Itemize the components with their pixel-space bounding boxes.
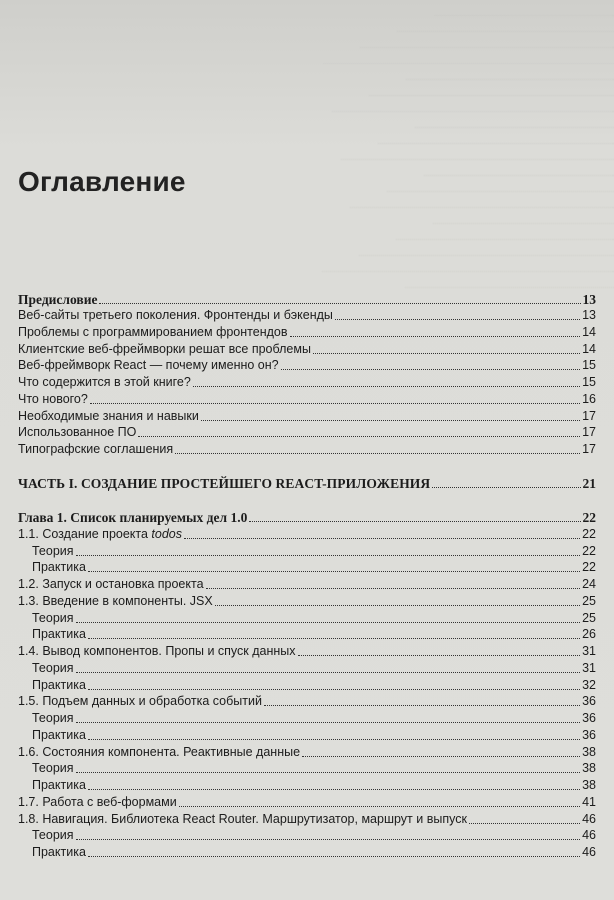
toc-page-number: 46 xyxy=(582,845,596,859)
toc-page-number: 16 xyxy=(582,392,596,406)
dot-leader xyxy=(215,605,580,606)
dot-leader xyxy=(290,336,581,337)
toc-page-number: 22 xyxy=(582,560,596,574)
dot-leader xyxy=(138,436,580,437)
toc-entry-title xyxy=(18,409,199,424)
toc-entry-text: Клиентские веб-фреймворки решат все проблемы xyxy=(18,342,311,356)
dot-leader xyxy=(99,303,580,304)
toc-page-number: 31 xyxy=(582,661,596,675)
toc-entry-text: Практика xyxy=(32,560,86,574)
toc-entry-text: Что содержится в этой книге? xyxy=(18,375,191,389)
toc-entry-text: 1.7. Работа с веб-формами xyxy=(18,795,177,809)
toc-entry-title xyxy=(18,442,173,457)
bleed-line xyxy=(387,176,614,192)
toc-entry-title xyxy=(18,728,86,743)
toc-entry-text: 1.3. Введение в компоненты. JSX xyxy=(18,594,213,608)
dot-leader xyxy=(76,555,581,556)
dot-leader xyxy=(184,538,580,539)
dot-leader xyxy=(335,319,580,320)
dot-leader xyxy=(298,655,581,656)
toc-entry-text: 1.1. Создание проекта xyxy=(18,527,152,541)
toc-entry-text: Веб-сайты третьего поколения. Фронтенды и бэкенды xyxy=(18,308,333,322)
toc-entry-text: 1.8. Навигация. Библиотека React Router. Маршрутизатор, маршрут и выпуск xyxy=(18,812,467,826)
toc-entry-text: Что нового? xyxy=(18,392,88,406)
dot-leader xyxy=(469,823,580,824)
toc-entry-title xyxy=(18,308,333,323)
toc-entry-title xyxy=(18,694,262,709)
dot-leader xyxy=(76,722,581,723)
toc-entry[interactable] xyxy=(18,743,596,760)
toc-entry-text: Необходимые знания и навыки xyxy=(18,409,199,423)
toc-subentry[interactable] xyxy=(18,659,596,676)
toc-entry[interactable] xyxy=(18,440,596,457)
toc-entry-text: 1.2. Запуск и остановка проекта xyxy=(18,577,204,591)
toc-page-number: 15 xyxy=(582,358,596,372)
bleed-line xyxy=(369,80,614,96)
toc-entry-text: Веб-фреймворк React — почему именно он? xyxy=(18,358,279,372)
dot-leader xyxy=(90,403,580,404)
toc-entry-title xyxy=(18,795,177,810)
toc-chapter-heading[interactable] xyxy=(18,508,596,525)
toc-subentry[interactable] xyxy=(18,759,596,776)
bleed-line xyxy=(415,112,614,128)
toc-entry-title xyxy=(18,358,279,373)
toc-entry-title xyxy=(18,325,288,340)
toc-page-number: 22 xyxy=(582,527,596,541)
toc-entry[interactable] xyxy=(18,390,596,407)
toc-subentry[interactable] xyxy=(18,609,596,626)
toc-page-number: 17 xyxy=(582,442,596,456)
toc-entry-title xyxy=(18,392,88,407)
dot-leader xyxy=(249,521,580,522)
toc-subentry[interactable] xyxy=(18,625,596,642)
page-title: Оглавление xyxy=(18,166,186,197)
dot-leader xyxy=(313,353,580,354)
toc-entry-text: Теория xyxy=(32,711,74,725)
toc-entry-title xyxy=(18,678,86,693)
toc-entry-title xyxy=(18,611,74,626)
toc-page-number: 32 xyxy=(582,678,596,692)
toc-entry[interactable] xyxy=(18,407,596,424)
dot-leader xyxy=(432,487,580,488)
toc-page-number: 31 xyxy=(582,644,596,658)
toc-entry-title xyxy=(18,644,296,659)
toc-entry-title xyxy=(18,425,136,440)
toc-page-number: 38 xyxy=(582,778,596,792)
toc-entry-text: Практика xyxy=(32,678,86,692)
toc-section-heading[interactable] xyxy=(18,290,596,307)
toc-page-number: 21 xyxy=(582,476,596,491)
toc-page-number: 41 xyxy=(582,795,596,809)
bleed-line xyxy=(332,96,614,112)
toc-subentry[interactable] xyxy=(18,542,596,559)
toc-page-number: 46 xyxy=(582,812,596,826)
dot-leader xyxy=(88,739,580,740)
toc-entry-text: 1.5. Подъем данных и обработка событий xyxy=(18,694,262,708)
bleed-line xyxy=(360,32,614,48)
toc-page-number: 26 xyxy=(582,627,596,641)
toc-entry[interactable] xyxy=(18,323,596,340)
toc-entry-text: 1.6. Состояния компонента. Реактивные данные xyxy=(18,745,301,759)
toc-entry-title xyxy=(18,510,247,525)
dot-leader xyxy=(88,689,580,690)
toc-entry[interactable] xyxy=(18,642,596,659)
toc-entry-title xyxy=(18,627,86,642)
bleed-line xyxy=(405,272,614,288)
bleed-line xyxy=(359,240,614,256)
toc-entry-title xyxy=(18,342,311,357)
toc-entry-title xyxy=(18,527,182,542)
toc-entry-text: Проблемы с программированием фронтендов xyxy=(18,325,288,339)
toc-entry[interactable] xyxy=(18,810,596,827)
toc-page-number: 17 xyxy=(582,409,596,423)
dot-leader xyxy=(88,571,580,572)
dot-leader xyxy=(76,772,581,773)
toc-entry-text: Теория xyxy=(32,761,74,775)
toc-part-heading[interactable] xyxy=(18,474,596,491)
toc-page-number: 17 xyxy=(582,425,596,439)
toc-page-number: 13 xyxy=(582,308,596,322)
toc-page-number: 24 xyxy=(582,577,596,591)
toc-entry-text: Теория xyxy=(32,544,74,558)
dot-leader xyxy=(88,856,580,857)
bleed-line xyxy=(433,208,614,224)
toc-entry[interactable] xyxy=(18,525,596,542)
toc-page-number: 46 xyxy=(582,828,596,842)
toc-entry[interactable] xyxy=(18,373,596,390)
toc-subentry[interactable] xyxy=(18,676,596,693)
toc-page-number: 38 xyxy=(582,761,596,775)
toc-entry-title xyxy=(18,812,467,827)
toc-entry-text: Использованное ПО xyxy=(18,425,137,439)
toc-subentry[interactable] xyxy=(18,558,596,575)
toc-entry[interactable] xyxy=(18,793,596,810)
bleed-line xyxy=(322,256,614,272)
toc-entry-text: 1.4. Вывод компонентов. Пропы и спуск данных xyxy=(18,644,296,658)
toc-entry[interactable] xyxy=(18,575,596,592)
toc-entry-title xyxy=(18,711,74,726)
toc-entry-title xyxy=(18,577,204,592)
bleed-line xyxy=(341,144,614,160)
toc-entry-title xyxy=(18,845,86,860)
toc-entry-text: Глава 1. Список планируемых дел 1.0 xyxy=(18,510,248,525)
toc-page-number: 38 xyxy=(582,745,596,759)
dot-leader xyxy=(206,588,581,589)
toc-entry[interactable] xyxy=(18,340,596,357)
toc-entry-text: Практика xyxy=(32,728,86,742)
bleed-line xyxy=(378,128,614,144)
toc-entry-title xyxy=(18,560,86,575)
toc-subentry[interactable] xyxy=(18,709,596,726)
toc-entry-title xyxy=(18,745,300,760)
toc-page-number: 22 xyxy=(582,510,596,525)
toc-entry-title xyxy=(18,594,213,609)
toc-entry[interactable] xyxy=(18,356,596,373)
bleed-line xyxy=(323,48,614,64)
toc-entry-text: Практика xyxy=(32,627,86,641)
toc-entry-title xyxy=(18,292,97,307)
dot-leader xyxy=(264,705,580,706)
toc-entry[interactable] xyxy=(18,692,596,709)
toc-entry-text: Практика xyxy=(32,778,86,792)
toc-page-number: 25 xyxy=(582,611,596,625)
toc-entry-title xyxy=(18,375,191,390)
toc-entry-title xyxy=(18,778,86,793)
toc-entry-title xyxy=(18,828,74,843)
toc-page-number: 36 xyxy=(582,694,596,708)
toc-entry-italic: todos xyxy=(151,527,183,541)
dot-leader xyxy=(76,672,581,673)
toc-page-number: 14 xyxy=(582,325,596,339)
toc-entry-title xyxy=(18,761,74,776)
bleed-line xyxy=(397,16,614,32)
toc-subentry[interactable] xyxy=(18,726,596,743)
toc-page-number: 22 xyxy=(582,544,596,558)
toc-entry[interactable] xyxy=(18,423,596,440)
toc-subentry[interactable] xyxy=(18,826,596,843)
dot-leader xyxy=(175,453,580,454)
dot-leader xyxy=(281,369,580,370)
dot-leader xyxy=(179,806,580,807)
dot-leader xyxy=(302,756,580,757)
toc-entry-text: Предисловие xyxy=(18,292,98,307)
toc-page-number: 15 xyxy=(582,375,596,389)
dot-leader xyxy=(88,789,580,790)
dot-leader xyxy=(193,386,580,387)
bleed-line xyxy=(424,160,614,176)
toc-entry-text: Теория xyxy=(32,828,74,842)
bleed-through-text xyxy=(300,0,614,290)
dot-leader xyxy=(88,638,580,639)
toc-entry-title xyxy=(18,661,74,676)
bleed-line xyxy=(350,192,614,208)
toc-page-number: 14 xyxy=(582,342,596,356)
bleed-line xyxy=(406,64,614,80)
toc-entry-title xyxy=(18,544,74,559)
toc-entry-title xyxy=(18,476,430,491)
dot-leader xyxy=(76,839,581,840)
toc-entry-text: ЧАСТЬ I. СОЗДАНИЕ ПРОСТЕЙШЕГО REACT-ПРИЛОЖЕНИЯ xyxy=(18,476,431,491)
dot-leader xyxy=(76,622,581,623)
toc-entry-text: Типографские соглашения xyxy=(18,442,174,456)
toc-entry-text: Теория xyxy=(32,611,74,625)
toc-entry[interactable] xyxy=(18,592,596,609)
dot-leader xyxy=(201,420,580,421)
toc-page-number: 36 xyxy=(582,711,596,725)
toc-page-number: 25 xyxy=(582,594,596,608)
toc-entry-text: Практика xyxy=(32,845,86,859)
toc-entry[interactable] xyxy=(18,306,596,323)
toc-subentry[interactable] xyxy=(18,843,596,860)
toc-page-number: 36 xyxy=(582,728,596,742)
bleed-line xyxy=(434,0,614,16)
bleed-line xyxy=(396,224,614,240)
toc-subentry[interactable] xyxy=(18,776,596,793)
toc-page-number: 13 xyxy=(582,292,596,307)
toc-entry-text: Теория xyxy=(32,661,74,675)
